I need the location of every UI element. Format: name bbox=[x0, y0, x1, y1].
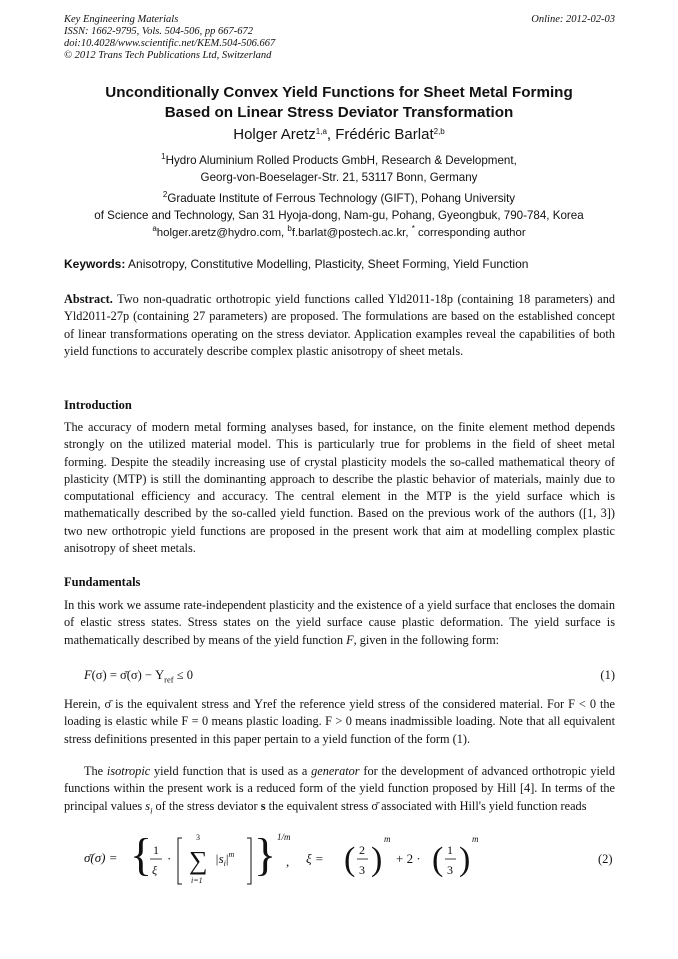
eq1-number: (1) bbox=[600, 668, 615, 682]
eq2-xi: ξ bbox=[152, 863, 158, 877]
email-sup-a: a bbox=[152, 224, 157, 233]
eq2-term-abs-open bbox=[215, 850, 234, 868]
eq2-outer-exponent: 1/m bbox=[277, 832, 291, 842]
eq2-exp-m-2: m bbox=[472, 834, 479, 844]
para3-text-d: of the stress deviator bbox=[152, 798, 261, 813]
title-line-1: Unconditionally Convex Yield Functions for Sheet Metal Forming bbox=[105, 84, 573, 101]
fundamentals-para-2: Herein, σ̄ is the equivalent stress and Yref the reference yield stress of the considered material. For F < 0 the loading is elastic while F = 0 means plastic loading. F > 0 means inadmissible loading. Note that all equivalent stress definitions presented in this paper pertain to a yield function of the form (1). bbox=[64, 697, 615, 746]
eq2-left-bracket bbox=[178, 838, 182, 884]
email-b[interactable]: f.barlat@postech.ac.kr, bbox=[291, 227, 412, 239]
aff2-line-1: Graduate Institute of Ferrous Technology (GIFT), Pohang University bbox=[167, 192, 516, 205]
email-sup-b: b bbox=[287, 224, 292, 233]
author-1-sup: 1,a bbox=[315, 127, 327, 136]
eq2-xi-def: ξ = bbox=[306, 851, 324, 866]
para1-symbol-F: F bbox=[346, 632, 354, 647]
eq2-two: 2 bbox=[359, 843, 365, 857]
para3-symbol-s-bold: s bbox=[260, 798, 266, 813]
eq2-three: 3 bbox=[359, 863, 365, 877]
paper-title bbox=[40, 83, 638, 123]
eq2-paren-close-2: ) bbox=[459, 841, 471, 878]
eq2-comma: , bbox=[286, 854, 290, 869]
author-1: Holger Aretz bbox=[233, 126, 316, 143]
aff1-line-2: Georg-von-Boeselager-Str. 21, 53117 Bonn, Germany bbox=[200, 170, 478, 184]
para3-isotropic: isotropic bbox=[106, 764, 151, 778]
eq2-term: |s bbox=[215, 851, 224, 866]
fundamentals-para-3 bbox=[64, 763, 615, 819]
affiliation-2 bbox=[0, 191, 678, 224]
eq1-F: F bbox=[84, 668, 92, 682]
aff2-line-2: of Science and Technology, San 31 Hyoja-dong, Nam-gu, Pohang, Gyeongbuk, 790-784, Korea bbox=[94, 208, 584, 222]
author-2: Frédéric Barlat bbox=[335, 126, 434, 143]
eq1-mid: (σ) = σ̄(σ) − Y bbox=[91, 668, 165, 682]
doi-line: doi:10.4028/www.scientific.net/KEM.504-506.667 bbox=[64, 38, 276, 49]
para1-text-a: In this work we assume rate-independent plasticity and the existence of a yield surface that encloses the domain of elastic stress states. Stress states on the yield surface cause plastic deformation. The yield surface is mathematically described by means of the yield function bbox=[64, 598, 615, 647]
journal-name: Key Engineering Materials bbox=[64, 14, 179, 25]
eq2-paren-close-1: ) bbox=[371, 841, 383, 878]
equation-2 bbox=[0, 826, 678, 896]
introduction-heading: Introduction bbox=[64, 398, 132, 412]
eq2-sum-bottom: i=1 bbox=[191, 876, 203, 885]
eq2-three-2: 3 bbox=[447, 863, 453, 877]
abstract-text: Two non-quadratic orthotropic yield functions called Yld2011-18p (containing 18 parameters) and Yld2011-27p (containing 27 parameters) are proposed. The formulations are based on the established concept of linear transformations operating on the stress deviator. Application examples reveal the capabilities of both yield functions to accurately describe complex plastic anisotropy of sheet metals. bbox=[64, 292, 615, 358]
eq2-sum-top: 3 bbox=[196, 833, 200, 842]
eq2-term-exp: m bbox=[228, 850, 235, 859]
para3-text-b: yield function that is used as a bbox=[150, 764, 312, 778]
eq2-lhs: σ̄(σ) = bbox=[84, 850, 118, 865]
corresponding-note: corresponding author bbox=[414, 227, 526, 239]
eq1-ref: ref bbox=[164, 674, 174, 685]
journal-header bbox=[64, 14, 615, 62]
keywords-label: Keywords: bbox=[64, 257, 126, 271]
fundamentals-heading: Fundamentals bbox=[64, 575, 141, 589]
introduction-text: The accuracy of modern metal forming analyses based, for instance, on the finite element method depends strongly on the utilized material model. This is particularly true for problems in the field of sheet metal forming. Despite the steadily increasing use of crystal plasticity models the so-called mathematical theory of plasticity (MTP) is still the dominanting approach to describe the plastic behavior of materials, mainly due to computational efficiency and accuracy. The central element in the MTP is the yield surface which is mathematically described by the so-called yield function. Based on the previous work of the authors ([1, 3]) two new orthotropic yield functions are proposed in the present work that aim at modelling complex plastic anisotropy of sheet metals. bbox=[64, 420, 615, 556]
eq2-plus: + 2 · bbox=[396, 851, 421, 866]
author-separator: , bbox=[326, 126, 336, 143]
email-line bbox=[0, 224, 678, 239]
para3-text-a: The bbox=[84, 764, 107, 778]
eq2-paren-open-2: ( bbox=[432, 841, 444, 878]
email-a[interactable]: holger.aretz@hydro.com, bbox=[156, 227, 288, 239]
author-list bbox=[0, 126, 678, 143]
eq1-end: ≤ 0 bbox=[173, 668, 193, 682]
keywords-text: Anisotropy, Constitutive Modelling, Plasticity, Sheet Forming, Yield Function bbox=[125, 257, 529, 271]
para3-symbol-i: i bbox=[150, 805, 153, 816]
eq2-term-index: i bbox=[223, 859, 226, 868]
eq2-right-bracket bbox=[247, 838, 251, 884]
abstract bbox=[64, 291, 615, 360]
eq2-one: 1 bbox=[153, 843, 159, 857]
copyright-line: © 2012 Trans Tech Publications Ltd, Switzerland bbox=[64, 50, 272, 61]
para3-text-e: the equivalent stress σ̄ associated with Hill's yield function reads bbox=[265, 798, 587, 813]
aff1-sup: 1 bbox=[161, 152, 166, 161]
eq2-dot: · bbox=[167, 851, 172, 866]
para1-text-b: , given in the following form: bbox=[353, 632, 500, 647]
eq2-one-2: 1 bbox=[447, 843, 453, 857]
affiliation-1 bbox=[0, 153, 678, 186]
author-2-sup: 2,b bbox=[433, 127, 445, 136]
para3-generator: generator bbox=[311, 764, 360, 778]
title-line-2: Based on Linear Stress Deviator Transformation bbox=[164, 104, 514, 121]
abstract-label: Abstract. bbox=[64, 292, 113, 306]
para3-text-c: for the development of advanced orthotropic yield functions within the present work is a reduced form of the yield function proposed by Hill [4]. In terms of the principal values bbox=[64, 764, 615, 813]
eq2-paren-open-1: ( bbox=[344, 841, 356, 878]
issn-line: ISSN: 1662-9795, Vols. 504-506, pp 667-672 bbox=[64, 26, 253, 37]
online-date: Online: 2012-02-03 bbox=[531, 14, 615, 25]
keywords bbox=[64, 257, 528, 271]
eq2-term-close: | bbox=[225, 851, 229, 866]
aff2-sup: 2 bbox=[162, 190, 168, 199]
email-sup-star: * bbox=[411, 224, 415, 233]
eq2-number: (2) bbox=[598, 852, 613, 866]
fundamentals-para-1 bbox=[64, 597, 615, 649]
eq2-sum-sign: ∑ bbox=[189, 846, 208, 875]
eq2-exp-m-1: m bbox=[384, 834, 391, 844]
para3-symbol-s: s bbox=[145, 798, 151, 813]
eq2-right-brace: } bbox=[254, 829, 277, 880]
aff1-line-1: Hydro Aluminium Rolled Products GmbH, Research & Development, bbox=[165, 154, 517, 167]
eq2-left-brace: { bbox=[130, 829, 153, 880]
